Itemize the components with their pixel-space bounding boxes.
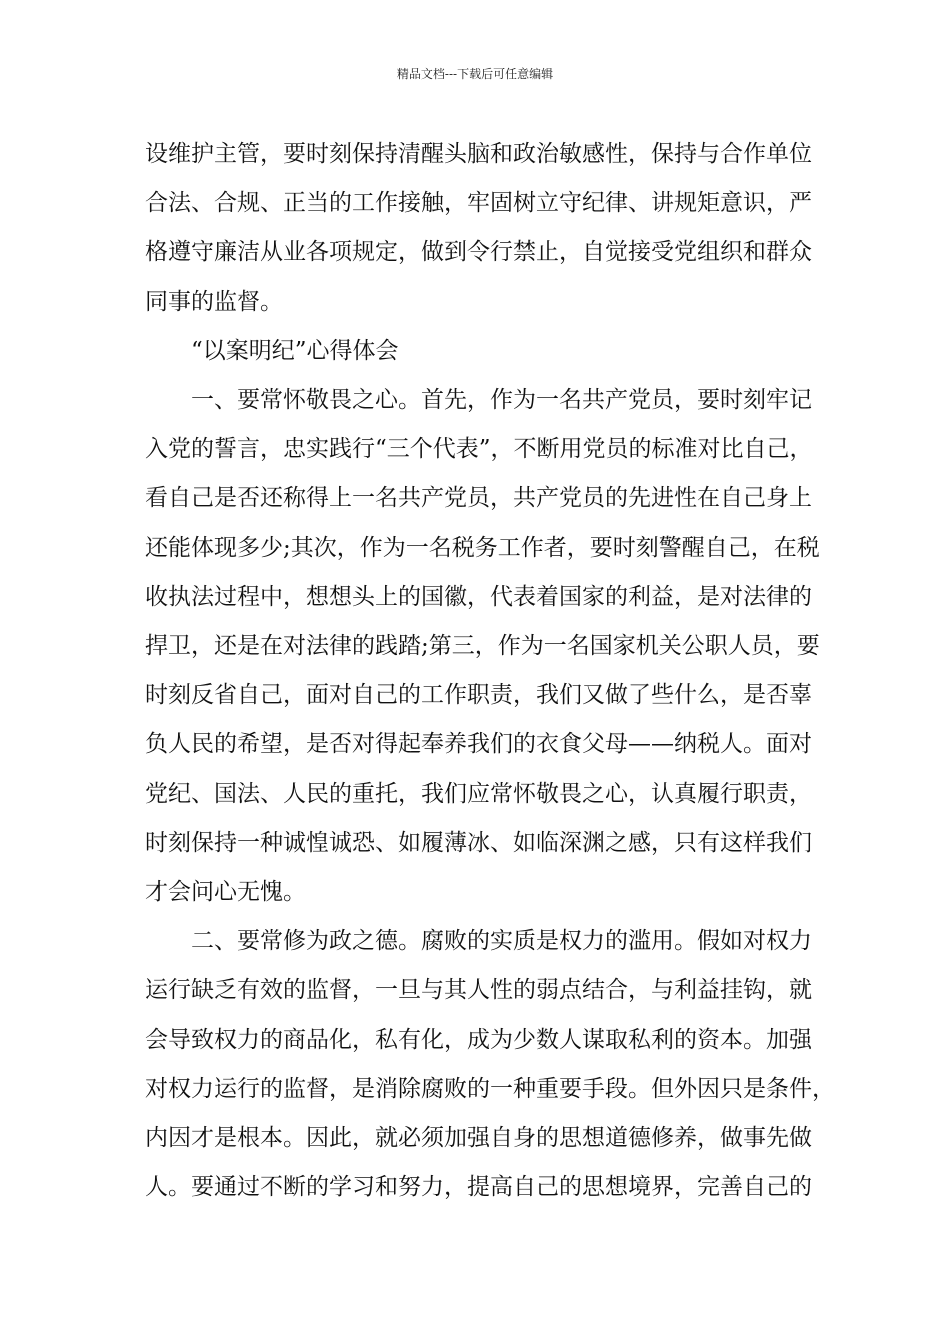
text-line: 人。要通过不断的学习和努力，提高自己的思想境界，完善自己的 xyxy=(145,1174,812,1201)
text-line: 运行缺乏有效的监督，一旦与其人性的弱点结合，与利益挂钩，就 xyxy=(145,977,812,1004)
text-line: 设维护主管，要时刻保持清醒头脑和政治敏感性，保持与合作单位 xyxy=(145,141,812,167)
text-line: 收执法过程中，想想头上的国徽，代表着国家的利益，是对法律的 xyxy=(145,583,812,610)
text-line: 看自己是否还称得上一名共产党员，共产党员的先进性在自己身上 xyxy=(145,485,812,512)
text-line: 入党的誓言，忠实践行“三个代表”，不断用党员的标准对比自己， xyxy=(145,436,813,463)
text-line: 负人民的希望，是否对得起奉养我们的衣食父母——纳税人。面对 xyxy=(145,731,812,758)
text-line: 对权力运行的监督，是消除腐败的一种重要手段。但外因只是条件， xyxy=(145,1075,835,1102)
text-line: 时刻保持一种诚惶诚恐、如履薄冰、如临深渊之感，只有这样我们 xyxy=(145,829,812,856)
paragraph-start: 二、要常修为政之德。腐败的实质是权力的滥用。假如对权力 xyxy=(191,928,812,955)
text-line: 才会问心无愧。 xyxy=(145,879,306,906)
text-line: 会导致权力的商品化，私有化，成为少数人谋取私利的资本。加强 xyxy=(145,1026,812,1053)
text-line: 党纪、国法、人民的重托，我们应常怀敬畏之心，认真履行职责， xyxy=(145,780,812,807)
text-line: 时刻反省自己，面对自己的工作职责，我们又做了些什么，是否辜 xyxy=(145,682,812,709)
page-header: 精品文档---下载后可任意编辑 xyxy=(396,67,554,81)
text-line: 内因才是根本。因此，就必须加强自身的思想道德修养，做事先做 xyxy=(145,1125,812,1152)
text-line: 还能体现多少;其次，作为一名税务工作者，要时刻警醒自己，在税 xyxy=(145,534,820,561)
section-heading: “以案明纪”心得体会 xyxy=(191,337,399,364)
text-line: 合法、合规、正当的工作接触，牢固树立守纪律、讲规矩意识，严 xyxy=(145,190,812,217)
document-body xyxy=(145,130,835,1212)
text-line: 格遵守廉洁从业各项规定，做到令行禁止，自觉接受党组织和群众 xyxy=(145,239,812,266)
paragraph-start: 一、要常怀敬畏之心。首先，作为一名共产党员，要时刻牢记 xyxy=(191,387,812,414)
text-line: 同事的监督。 xyxy=(145,288,283,315)
text-line: 捍卫，还是在对法律的践踏;第三，作为一名国家机关公职人员，要 xyxy=(145,633,820,660)
